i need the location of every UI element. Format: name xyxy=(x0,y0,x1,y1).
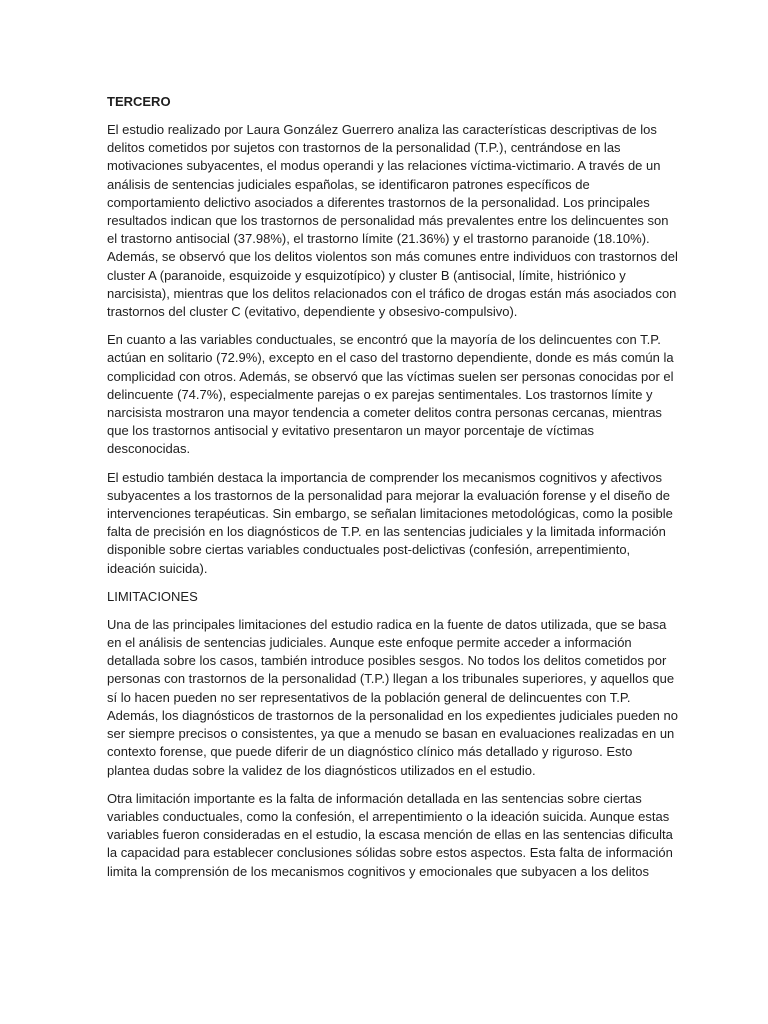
text-line: Además, los diagnósticos de trastornos de la personalidad en los expedientes judiciales pueden no xyxy=(107,707,678,723)
text-line: Una de las principales limitaciones del estudio radica en la fuente de datos utilizada, que se basa xyxy=(107,616,667,632)
text-line: narcisista), mientras que los delitos relacionados con el tráfico de drogas están más asociados con xyxy=(107,285,677,301)
text-line: limita la comprensión de los mecanismos cognitivos y emocionales que subyacen a los delitos xyxy=(107,863,649,879)
text-line: resultados indican que los trastornos de personalidad más prevalentes entre los delincuentes son xyxy=(107,213,669,229)
text-line: Otra limitación importante es la falta de información detallada en las sentencias sobre ciertas xyxy=(107,790,642,806)
text-line: cluster A (paranoide, esquizoide y esquizotípico) y cluster B (antisocial, límite, histriónico y xyxy=(107,267,626,283)
text-line: disponible sobre ciertas variables conductuales post-delictivas (confesión, arrepentimiento, xyxy=(107,542,631,558)
text-line: motivaciones subyacentes, el modus operandi y las relaciones víctima-victimario. A través de un xyxy=(107,158,661,174)
text-line: delitos cometidos por sujetos con trastornos de la personalidad (T.P.), centrándose en las xyxy=(107,140,621,156)
section-heading-limitaciones: LIMITACIONES xyxy=(107,588,198,604)
text-line: comportamiento delictivo asociados a diferentes trastornos de la personalidad. Los principales xyxy=(107,194,650,210)
text-line: complicidad con otros. Además, se observó que las víctimas suelen ser personas conocidas por el xyxy=(107,368,674,384)
text-line: variables conductuales, como la confesión, el arrepentimiento o la ideación suicida. Aunque estas xyxy=(107,808,670,824)
paragraph-information-limitation xyxy=(107,790,673,881)
text-line: actúan en solitario (72.9%), excepto en el caso del trastorno dependiente, donde es más común la xyxy=(107,350,674,366)
paragraph-study-summary xyxy=(107,121,678,321)
text-line: ideación suicida). xyxy=(107,560,208,576)
paragraph-behavioral-variables xyxy=(107,331,674,458)
text-line: detallada sobre los casos, también introduce posibles sesgos. No todos los delitos cometidos por xyxy=(107,653,667,669)
text-line: En cuanto a las variables conductuales, se encontró que la mayoría de los delincuentes con T.P. xyxy=(107,332,661,348)
text-line: que los trastornos antisocial y evitativo presentaron un mayor porcentaje de víctimas xyxy=(107,423,595,439)
text-line: en el análisis de sentencias judiciales. Aunque este enfoque permite acceder a información xyxy=(107,635,632,651)
text-line: contexto forense, que puede diferir de un diagnóstico clínico más detallado y riguroso. Esto xyxy=(107,744,633,760)
text-line: personas con trastornos de la personalidad (T.P.) llegan a los tribunales superiores, y aquellos que xyxy=(107,671,675,687)
text-line: la capacidad para establecer conclusiones sólidas sobre estos aspectos. Esta falta de información xyxy=(107,845,673,861)
text-line: narcisista mostraron una mayor tendencia a cometer delitos contra personas cercanas, mientras xyxy=(107,405,662,421)
text-line: plantea dudas sobre la validez de los diagnósticos utilizados en el estudio. xyxy=(107,762,536,778)
text-line: sí lo hacen pueden no ser representativos de la población general de delincuentes con T.P. xyxy=(107,689,631,705)
text-line: intervenciones terapéuticas. Sin embargo, se señalan limitaciones metodológicas, como la posible xyxy=(107,506,673,522)
paragraph-data-source-limitation xyxy=(107,616,678,780)
text-line: El estudio realizado por Laura González Guerrero analiza las características descriptivas de los xyxy=(107,122,657,137)
text-line: ser siempre precisos o consistentes, ya que a menudo se basan en evaluaciones realizadas en un xyxy=(107,726,675,742)
text-line: variables fueron consideradas en el estudio, la escasa mención de ellas en las sentencias dificulta xyxy=(107,827,673,843)
text-line: análisis de sentencias judiciales españolas, se identificaron patrones específicos de xyxy=(107,176,590,192)
section-heading-tercero: TERCERO xyxy=(107,94,171,109)
text-line: Además, se observó que los delitos violentos son más comunes entre individuos con trastornos del xyxy=(107,249,678,265)
text-line: falta de precisión en los diagnósticos de T.P. en las sentencias judiciales y la limitada información xyxy=(107,524,666,540)
paragraph-importance xyxy=(107,469,673,578)
text-line: subyacentes a los trastornos de la personalidad para mejorar la evaluación forense y el diseño de xyxy=(107,487,670,503)
text-line: el trastorno antisocial (37.98%), el trastorno límite (21.36%) y el trastorno paranoide (18.10%). xyxy=(107,231,650,247)
text-line: trastornos del cluster C (evitativo, dependiente y obsesivo-compulsivo). xyxy=(107,304,518,320)
text-line: El estudio también destaca la importancia de comprender los mecanismos cognitivos y afectivos xyxy=(107,469,662,485)
text-line: desconocidas. xyxy=(107,441,191,457)
text-line: delincuente (74.7%), especialmente parejas o ex parejas sentimentales. Los trastornos límite y xyxy=(107,386,653,402)
